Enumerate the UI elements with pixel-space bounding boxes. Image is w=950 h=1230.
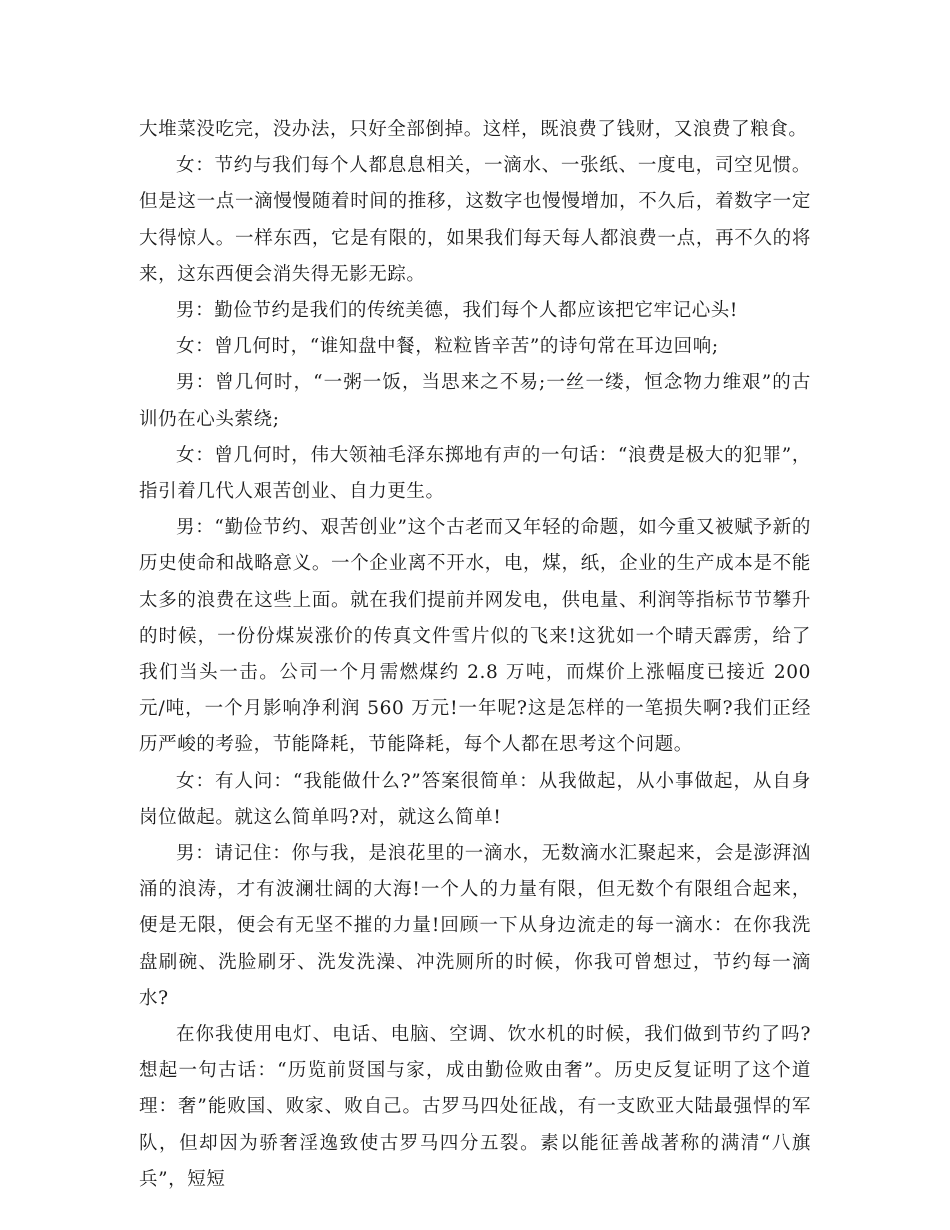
- document-body: [139, 112, 811, 1198]
- paragraph-male-2: 男：曾几何时，“一粥一饭，当思来之不易;一丝一缕，恒念物力维艰”的古训仍在心头萦绕;: [139, 372, 811, 430]
- paragraph-female-3: 女：曾几何时，伟大领袖毛泽东掷地有声的一句话：“浪费是极大的犯罪”，指引着几代人艰苦创业、自力更生。: [139, 444, 811, 503]
- paragraph-continuation: 大堆菜没吃完，没办法，只好全部倒掉。这样，既浪费了钱财，又浪费了粮食。: [139, 119, 808, 140]
- paragraph-male-4: 男：请记住：你与我，是浪花里的一滴水，无数滴水汇聚起来，会是澎湃汹涌的浪涛，才有波澜壮阔的大海!一个人的力量有限，但无数个有限组合起来，便是无限，便会有无坚不摧的力量!回顾一下从身边流走的每一滴水：在你我洗盘刷碗、洗脸刷牙、洗发洗澡、冲洗厕所的时候，你我可曾想过，节约每一滴水?: [139, 843, 811, 1009]
- paragraph-male-1: 男：勤俭节约是我们的传统美德，我们每个人都应该把它牢记心头!: [176, 300, 738, 322]
- paragraph-female-2: 女：曾几何时，“谁知盘中餐，粒粒皆辛苦”的诗句常在耳边回响;: [176, 336, 719, 358]
- paragraph-female-4: 女：有人问：“我能做什么?”答案很简单：从我做起，从小事做起，从自身岗位做起。就这么简单吗?对，就这么简单!: [139, 770, 811, 828]
- paragraph-narration: 在你我使用电灯、电话、电脑、空调、饮水机的时候，我们做到节约了吗? 想起一句古话：“历览前贤国与家，成由勤俭败由奢”。历史反复证明了这个道理：奢”能败国、败家、败自己。古罗马四处征战，有一支欧亚大陆最强悍的军队，但却因为骄奢淫逸致使古罗马四分五裂。素以能征善战著称的满清“八旗兵”，短短: [139, 1024, 811, 1190]
- paragraph-male-3: 男：“勤俭节约、艰苦创业”这个古老而又年轻的命题，如今重又被赋予新的历史使命和战略意义。一个企业离不开水，电，煤，纸，企业的生产成本是不能太多的浪费在这些上面。就在我们提前并网发电，供电量、利润等指标节节攀升的时候，一份份煤炭涨价的传真文件雪片似的飞来!这犹如一个晴天霹雳，给了我们当头一击。公司一个月需燃煤约 2.8 万吨，而煤价上涨幅度已接近 200 元/吨，一个月影响净利润 560 万元!一年呢?这是怎样的一笔损失啊?我们正经历严峻的考验，节能降耗，节能降耗，每个人都在思考这个问题。: [139, 517, 811, 756]
- paragraph-female-1: 女：节约与我们每个人都息息相关，一滴水、一张纸、一度电，司空见惯。但是这一点一滴慢慢随着时间的推移，这数字也慢慢增加，不久后，着数字一定大得惊人。一样东西，它是有限的，如果我们每天每人都浪费一点，再不久的将来，这东西便会消失得无影无踪。: [139, 155, 811, 285]
